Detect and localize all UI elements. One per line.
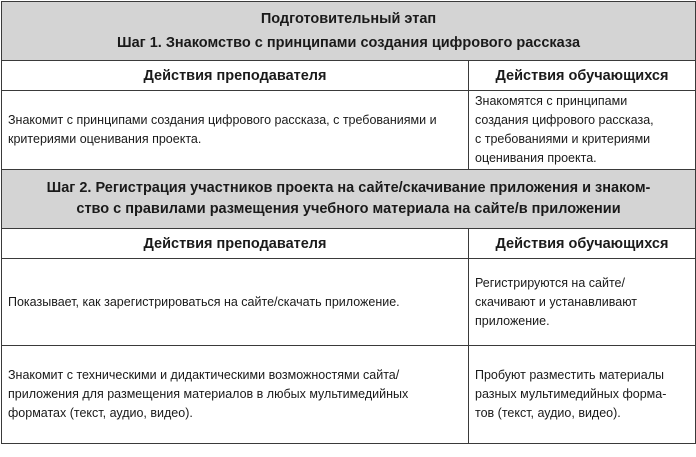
step2-column-header-row: [2, 229, 696, 259]
stage-title: Подготовительный этап: [260, 11, 437, 27]
text-line: критериями оценивания проекта.: [8, 132, 202, 146]
text-line: Знакомятся с принципами: [475, 94, 628, 108]
step2-row1-students-cell: [469, 259, 696, 346]
step2-row1-teacher-cell: [2, 259, 469, 346]
step2-row-1: [2, 259, 696, 346]
stage-header-row: [2, 2, 696, 61]
step2-title: [2, 170, 696, 229]
text-line: приложения для размещения материалов в любых мультимедийных: [8, 387, 409, 401]
text-line: с требованиями и критериями: [475, 132, 651, 146]
text-line: Пробуют разместить материалы: [475, 368, 665, 382]
step2-row-2: [2, 346, 696, 444]
text-line: Регистрируются на сайте/: [475, 275, 625, 290]
students-column-header: Действия обучающихся: [469, 61, 696, 91]
text-line: создания цифрового рассказа,: [475, 113, 654, 127]
students-column-header: Действия обучающихся: [469, 229, 696, 259]
project-plan-table: [1, 1, 696, 444]
step1-title: Шаг 1. Знакомство с принципами создания цифрового рассказа: [117, 35, 581, 51]
step2-row2-teacher-cell: [2, 346, 469, 444]
text-line: форматах (текст, аудио, видео).: [8, 406, 193, 420]
teacher-column-header: Действия преподавателя: [2, 61, 469, 91]
text-line: Знакомит с принципами создания цифрового рассказа, с требованиями и: [8, 113, 437, 127]
text-line: скачивают и устанавливают: [475, 294, 638, 309]
step2-row2-students-cell: [469, 346, 696, 444]
text-line: тов (текст, аудио, видео).: [475, 406, 621, 420]
step1-row: [2, 91, 696, 170]
text-line: Показывает, как зарегистрироваться на сайте/скачать приложение.: [8, 294, 400, 309]
text-line: приложение.: [475, 313, 550, 328]
text-line: Знакомит с техническими и дидактическими возможностями сайта/: [8, 368, 400, 382]
step1-students-cell: [469, 91, 696, 170]
step2-header-row: [2, 170, 696, 229]
teacher-column-header: Действия преподавателя: [2, 229, 469, 259]
step1-column-header-row: [2, 61, 696, 91]
step2-title-line: ство с правилами размещения учебного материала на сайте/в приложении: [76, 201, 621, 217]
step2-title-line: Шаг 2. Регистрация участников проекта на сайте/скачивание приложения и знаком-: [46, 180, 651, 196]
text-line: разных мультимедийных форма-: [475, 387, 667, 401]
stage-header-cell: [2, 2, 696, 61]
step1-teacher-cell: [2, 91, 469, 170]
text-line: оценивания проекта.: [475, 151, 597, 165]
